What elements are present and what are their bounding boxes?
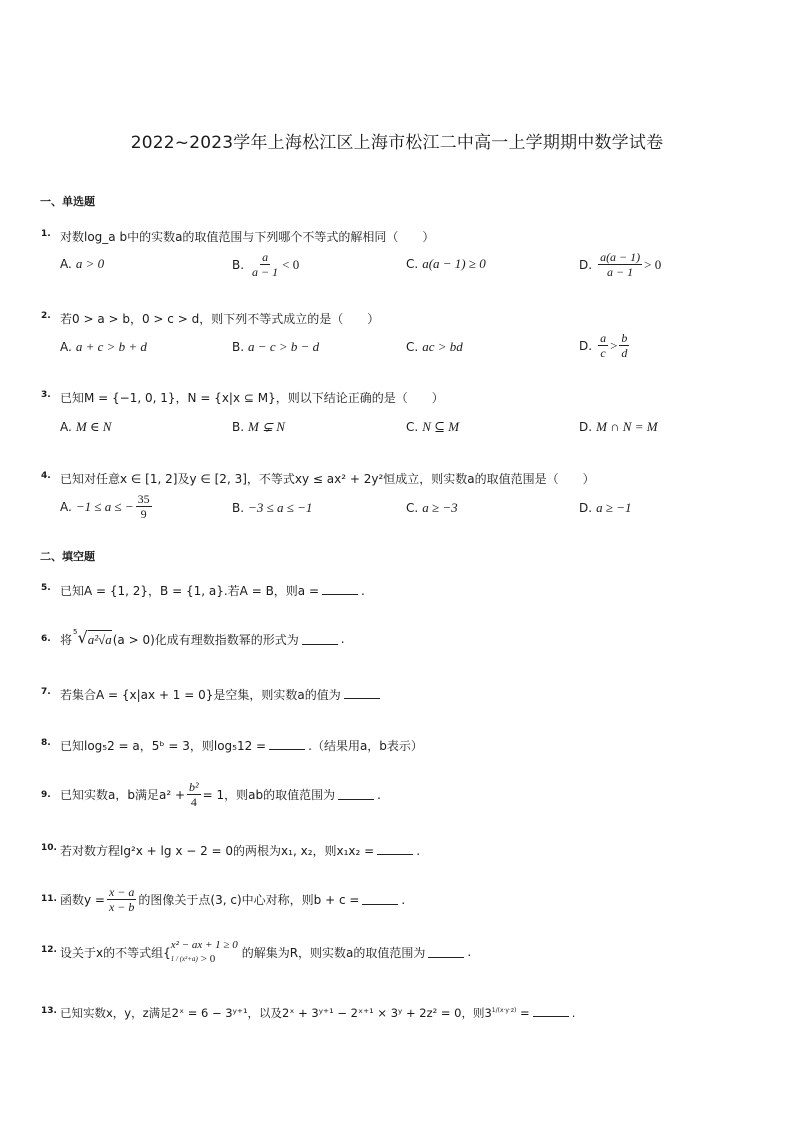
question-stem: 对数log_a b中的实数a的取值范围与下列哪个不等式的解相同（ ） <box>60 230 435 244</box>
comparison-operator: > <box>610 337 618 353</box>
option-text: M ∈ N <box>75 419 112 434</box>
question-tail: . <box>571 1006 576 1020</box>
question-number: 8. <box>41 738 51 748</box>
question-tail: . <box>377 787 381 802</box>
option-text: −3 ≤ a ≤ −1 <box>248 500 313 515</box>
fraction-numerator: a <box>600 331 607 345</box>
option-b[interactable] <box>232 250 299 279</box>
option-b[interactable] <box>232 500 312 516</box>
question-tail: . <box>340 632 345 646</box>
option-d[interactable] <box>579 331 631 360</box>
option-label: D. <box>579 420 593 434</box>
answer-blank[interactable] <box>533 1006 569 1017</box>
fraction-denominator: x − b <box>108 900 135 914</box>
question-stem: 已知log₅2 = a，5ᵇ = 3，则log₅12 = <box>60 739 267 753</box>
option-text: M ⊊ N <box>248 419 285 434</box>
option-text: a − c > b − d <box>248 339 320 354</box>
option-d[interactable] <box>579 250 661 279</box>
option-c[interactable] <box>406 256 486 272</box>
question-stem-continued: (a > 0)化成有理数指数幂的形式为 <box>112 632 299 647</box>
fraction-denominator: a − 1 <box>252 265 279 279</box>
question-stem: 将 <box>60 632 73 647</box>
question-row <box>60 686 383 703</box>
option-label: D. <box>579 501 593 515</box>
option-d[interactable] <box>579 500 631 516</box>
option-text: ac > bd <box>422 339 463 354</box>
question-tail: . <box>361 584 365 598</box>
answer-blank[interactable] <box>322 584 358 595</box>
question-row <box>60 1005 575 1021</box>
inequality-tail: > 0 <box>200 953 216 965</box>
fraction-numerator: b² <box>189 780 199 794</box>
option-label: B. <box>232 257 245 272</box>
question-stem: 已知A = {1, 2}，B = {1, a}.若A = B，则a = <box>60 584 320 598</box>
question-stem: 设关于x的不等式组{ <box>60 945 171 960</box>
option-label: D. <box>579 338 593 353</box>
question-number: 5. <box>41 583 51 593</box>
option-c[interactable] <box>406 339 463 355</box>
question-stem: 已知实数a，b满足a² + <box>60 788 186 802</box>
question-row <box>60 842 420 859</box>
inequality-fraction: 1 / (x²+a) <box>170 955 198 963</box>
question-stem: 已知实数x，y，z满足2ˣ = 6 − 3ʸ⁺¹，以及2ˣ + 3ʸ⁺¹ − 2ˣ⁺¹ × 3ʸ + 2z² = 0，则3 <box>60 1006 492 1020</box>
question-stem: 若集合A = {x|ax + 1 = 0}是空集，则实数a的值为 <box>60 688 341 702</box>
inequality-system <box>171 938 238 966</box>
radical <box>73 630 112 648</box>
section-heading-fill-in: 二、填空题 <box>40 550 95 563</box>
question-row <box>60 737 423 754</box>
question-stem: 若对数方程lg²x + lg x − 2 = 0的两根为x₁, x₂，则x₁x₂ = <box>60 844 375 858</box>
option-label: C. <box>406 257 419 271</box>
fraction <box>136 492 152 521</box>
fraction-numerator: b <box>621 331 628 345</box>
option-a[interactable] <box>60 419 111 435</box>
answer-blank[interactable] <box>338 789 374 800</box>
fraction-numerator: a(a − 1) <box>600 250 641 264</box>
option-text: a(a − 1) ≥ 0 <box>422 256 486 271</box>
option-text: a ≥ −3 <box>422 500 458 515</box>
option-label: B. <box>232 340 245 354</box>
question-number: 13. <box>41 1006 57 1016</box>
question-row <box>60 780 381 809</box>
inequality-line-2 <box>171 952 238 966</box>
answer-blank[interactable] <box>344 688 380 699</box>
question-row <box>60 885 405 914</box>
option-text: < 0 <box>282 256 300 272</box>
section-heading-single-choice: 一、单选题 <box>40 195 95 208</box>
radicand: a²√a <box>87 632 112 647</box>
option-text: a ≥ −1 <box>596 500 632 515</box>
fraction <box>598 331 608 360</box>
option-label: A. <box>60 257 72 271</box>
question-number: 7. <box>41 687 51 697</box>
question-number: 9. <box>41 790 51 800</box>
option-label: D. <box>579 257 593 272</box>
question-row <box>60 630 345 648</box>
fraction-denominator: 4 <box>190 795 197 809</box>
option-a[interactable] <box>60 339 147 355</box>
fraction-numerator: 35 <box>137 492 150 506</box>
question-number: 10. <box>41 843 57 853</box>
question-number: 11. <box>41 894 57 904</box>
option-text: M ∩ N = M <box>596 419 658 434</box>
question-tail: .（结果用a，b表示） <box>308 739 423 753</box>
question-number: 3. <box>41 390 51 400</box>
option-label: C. <box>406 501 419 515</box>
option-label: B. <box>232 501 245 515</box>
option-label: A. <box>60 420 72 434</box>
option-label: A. <box>60 499 72 514</box>
fraction-denominator: a − 1 <box>607 265 634 279</box>
option-text: a > 0 <box>75 256 105 271</box>
question-stem: 函数y = <box>60 893 105 907</box>
exponent: 1/(x·y·z) <box>491 1007 517 1015</box>
option-text: −1 ≤ a ≤ − <box>75 498 134 514</box>
option-a[interactable] <box>60 256 104 272</box>
option-b[interactable] <box>232 419 285 435</box>
option-a[interactable] <box>60 492 154 521</box>
question-number: 6. <box>41 634 51 644</box>
fraction-numerator: x − a <box>108 885 135 899</box>
option-c[interactable] <box>406 419 459 435</box>
option-text: N ⊆ M <box>422 419 460 434</box>
fraction-denominator: 9 <box>140 507 147 521</box>
question-stem-continued: 的图像关于点(3, c)中心对称，则b + c = <box>138 893 360 907</box>
inequality-line-1: x² − ax + 1 ≥ 0 <box>170 939 238 951</box>
question-row <box>60 938 471 966</box>
option-b[interactable] <box>232 339 319 355</box>
option-text: > 0 <box>644 256 662 272</box>
option-label: C. <box>406 340 419 354</box>
answer-blank[interactable] <box>302 634 338 645</box>
fraction-denominator: d <box>621 346 628 360</box>
question-stem-continued: = 1，则ab的取值范围为 <box>202 788 336 802</box>
fraction <box>598 250 642 279</box>
radical-index: 5 <box>73 628 78 636</box>
question-number: 12. <box>41 945 57 955</box>
question-tail: . <box>416 844 421 858</box>
fraction-denominator: c <box>600 346 606 360</box>
question-tail: . <box>401 892 406 907</box>
question-stem: 已知M = {−1, 0, 1}，N = {x|x ⊆ M}，则以下结论正确的是（ ） <box>60 391 444 405</box>
question-stem: 已知对任意x ∈ [1, 2]及y ∈ [2, 3]，不等式xy ≤ ax² + 2y²恒成立，则实数a的取值范围是（ ） <box>60 472 595 486</box>
option-label: B. <box>232 420 245 434</box>
answer-blank[interactable] <box>269 739 305 750</box>
option-text: a + c > b + d <box>75 339 147 354</box>
answer-blank[interactable] <box>377 844 413 855</box>
option-label: C. <box>406 420 419 434</box>
fraction-numerator: a <box>262 250 269 264</box>
page-title: 2022~2023学年上海松江区上海市松江二中高一上学期期中数学试卷 <box>130 133 664 153</box>
question-stem: 若0 > a > b，0 > c > d，则下列不等式成立的是（ ） <box>60 312 380 326</box>
fraction <box>250 250 280 279</box>
option-label: A. <box>60 340 72 354</box>
fraction <box>187 780 201 809</box>
option-c[interactable] <box>406 500 458 516</box>
radical-sign-icon: √ <box>77 628 88 647</box>
question-number: 1. <box>41 229 51 239</box>
fraction <box>619 331 629 360</box>
fraction <box>107 885 136 914</box>
question-number: 4. <box>41 471 51 481</box>
option-d[interactable] <box>579 419 658 435</box>
question-stem-continued: = <box>520 1006 530 1020</box>
question-number: 2. <box>41 311 51 321</box>
answer-blank[interactable] <box>428 947 464 958</box>
question-tail: . <box>467 945 472 959</box>
question-stem-continued: 的解集为R，则实数a的取值范围为 <box>241 945 426 960</box>
question-row <box>60 582 365 599</box>
answer-blank[interactable] <box>362 894 398 905</box>
